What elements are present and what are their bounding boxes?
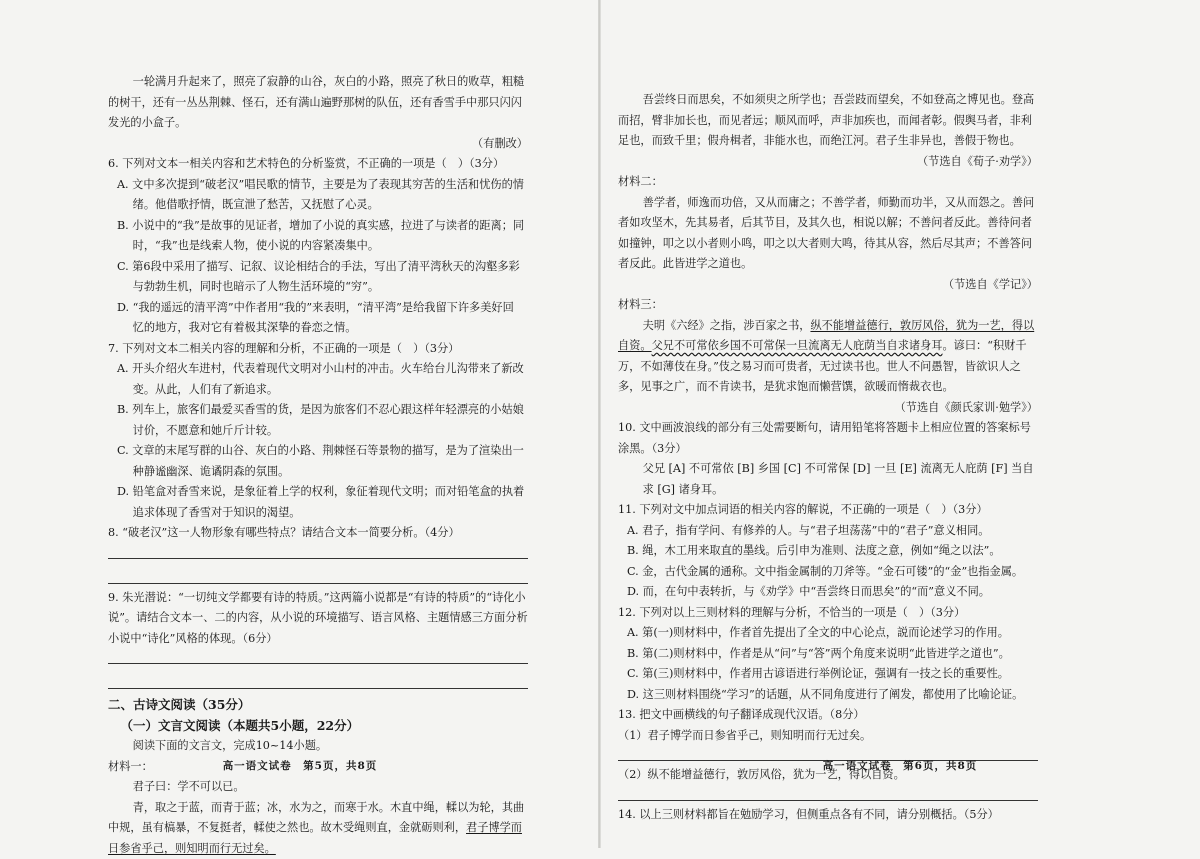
q7-option-c: C. 文章的末尾写群的山谷、灰白的小路、荆棘怪石等景物的描写，是为了渲染出一种静谧幽深、诡谲阴森的氛围。 bbox=[108, 441, 528, 482]
reading-instruction: 阅读下面的文言文，完成10~14小题。 bbox=[108, 736, 528, 757]
q11-option-d: D. 而，在句中表转折，与《劝学》中“吾尝终日而思矣”的“而”意义不同。 bbox=[618, 582, 1038, 603]
q13-part-1: （1）君子博学而日参省乎己，则知明而行无过矣。 bbox=[618, 726, 1038, 747]
q10-options: 父兄 [A] 不可常依 [B] 乡国 [C] 不可常保 [D] 一旦 [E] 流离无人庇荫 [F] 当自 bbox=[618, 459, 1038, 480]
q7-option-a: A. 开头介绍火车进村，代表着现代文明对小山村的冲击。火车给台儿沟带来了新改变。从此，人们有了新追求。 bbox=[108, 359, 528, 400]
material-2-paragraph: 善学者，师逸而功倍，又从而庸之；不善学者，师勤而功半，又从而怨之。善问者如攻坚木，先其易者，后其节目，及其久也，相说以解；不善问者反此。善待问者如撞钟，叩之以小者则小鸣，叩之以大者则大鸣，待其从容，然后尽其声；不善答问者反此。此皆进学之道也。 bbox=[618, 193, 1038, 275]
left-page bbox=[0, 0, 600, 848]
left-page-footer: 高一语文试卷 第5页，共8页 bbox=[0, 758, 600, 773]
q13-part-2: （2）纵不能增益德行，敦厉风俗，犹为一艺，得以自资。 bbox=[618, 765, 1038, 786]
left-page-content bbox=[108, 72, 528, 859]
material-2-source: （节选自《学记》） bbox=[618, 275, 1038, 296]
material-1-text: 青，取之于蓝，而青于蓝；冰，水为之，而寒于水。木直中绳，輮以为轮，其曲中规，虽有槁暴，不复挺者，輮使之然也。故木受绳则直，金就砺则利， bbox=[108, 801, 524, 835]
question-12: 12. 下列对以上三则材料的理解与分析，不恰当的一项是（ ）（3分） bbox=[618, 603, 1038, 624]
q11-option-c: C. 金，古代金属的通称。文中指金属制的刀斧等。“金石可镂”的“金”也指金属。 bbox=[618, 562, 1038, 583]
material-3-text-start: 夫明《六经》之指，涉百家之书， bbox=[643, 319, 811, 332]
q12-option-b: B. 第(二)则材料中，作者是从“问”与“答”两个角度来说明“此皆进学之道也”。 bbox=[618, 644, 1038, 665]
material-3-source: （节选自《颜氏家训·勉学》） bbox=[618, 398, 1038, 419]
material-3-text-end: 。谚曰：“积财千万，不如薄伎在身。”伎之易习而可贵者，无过读书也。世人不问愚智，皆欲识人之多，见事之广，而不肯读书，是犹求饱而懒营馔，欲暖而惰裁衣也。 bbox=[618, 339, 1027, 393]
right-page-content bbox=[618, 90, 1038, 825]
material-1-paragraph-3: 吾尝终日而思矣，不如须臾之所学也；吾尝跂而望矣，不如登高之博见也。登高而招，臂非加长也，而见者远；顺风而呼，声非加疾也，而闻者彰。假舆马者，非利足也，而致千里；假舟楫者，非能水也，而绝江河。君子生非异也，善假于物也。 bbox=[618, 90, 1038, 152]
answer-line bbox=[108, 569, 528, 584]
q7-option-b: B. 列车上，旅客们最爱买香雪的货，是因为旅客们不忍心跟这样年轻漂亮的小姑娘讨价，不愿意和她斤斤计较。 bbox=[108, 400, 528, 441]
answer-line bbox=[108, 674, 528, 689]
q11-option-a: A. 君子，指有学问、有修养的人。与“君子坦荡荡”中的“君子”意义相同。 bbox=[618, 521, 1038, 542]
question-6: 6. 下列对文本一相关内容和艺术特色的分析鉴赏，不正确的一项是（ ）（3分） bbox=[108, 154, 528, 175]
section-2-heading: 二、古诗文阅读（35分） bbox=[108, 695, 528, 716]
question-14: 14. 以上三则材料都旨在勉励学习，但侧重点各有不同，请分别概括。（5分） bbox=[618, 805, 1038, 826]
question-11: 11. 下列对文中加点词语的相关内容的解说，不正确的一项是（ ）（3分） bbox=[618, 500, 1038, 521]
material-1-line-1: 君子曰：学不可以已。 bbox=[108, 777, 528, 798]
q7-option-d: D. 铅笔盒对香雪来说，是象征着上学的权利，象征着现代文明；而对铅笔盒的执着追求体现了香雪对于知识的渴望。 bbox=[108, 482, 528, 523]
question-8: 8. “破老汉”这一人物形象有哪些特点？请结合文本一简要分析。（4分） bbox=[108, 523, 528, 544]
underlined-sentence-1: 君子博学而日参省乎己，则知明而行无过矣。 bbox=[108, 821, 522, 855]
material-3-label: 材料三： bbox=[618, 295, 1038, 316]
q12-option-d: D. 这三则材料围绕“学习”的话题，从不同角度进行了阐发，都使用了比喻论证。 bbox=[618, 685, 1038, 706]
q6-option-b: B. 小说中的“我”是故事的见证者，增加了小说的真实感，拉进了与读者的距离；同时，“我”也是线索人物，使小说的内容紧凑集中。 bbox=[108, 216, 528, 257]
answer-line bbox=[618, 786, 1038, 801]
material-3-paragraph bbox=[618, 316, 1038, 398]
intro-source: （有删改） bbox=[108, 134, 528, 155]
q10-options-cont: 求 [G] 诸身耳。 bbox=[618, 480, 1038, 501]
q6-option-d: D. “我的遥远的清平湾”中作者用“我的”来表明，“清平湾”是给我留下许多美好回 忆的地方，我对它有着极其深挚的眷恋之情。 bbox=[108, 298, 528, 339]
question-10: 10. 文中画波浪线的部分有三处需要断句，请用铅笔将答题卡上相应位置的答案标号涂黑。（3分） bbox=[618, 418, 1038, 459]
material-2-label: 材料二： bbox=[618, 172, 1038, 193]
question-7: 7. 下列对文本二相关内容的理解和分析，不正确的一项是（ ）（3分） bbox=[108, 339, 528, 360]
right-page bbox=[600, 0, 1200, 848]
section-2-1-heading: （一）文言文阅读（本题共5小题，22分） bbox=[108, 716, 528, 737]
answer-line bbox=[108, 649, 528, 664]
q12-option-a: A. 第(一)则材料中，作者首先提出了全文的中心论点，説而论述学习的作用。 bbox=[618, 623, 1038, 644]
right-page-footer: 高一语文试卷 第6页，共8页 bbox=[600, 758, 1200, 773]
question-13: 13. 把文中画横线的句子翻译成现代汉语。（8分） bbox=[618, 705, 1038, 726]
q12-option-c: C. 第(三)则材料中，作者用古谚语进行举例论证，强调有一技之长的重要性。 bbox=[618, 664, 1038, 685]
question-9: 9. 朱光潜说：“一切纯文学都要有诗的特质。”这两篇小说都是“有诗的特质”的“诗化小说”。请结合文本一、二的内容，从小说的环境描写、语言风格、主题情感三方面分析小说中“诗化”风格的体现。（6分） bbox=[108, 588, 528, 650]
material-1-label: 材料一： bbox=[108, 757, 528, 778]
q6-option-c: C. 第6段中采用了描写、记叙、议论相结合的手法，写出了清平湾秋天的沟壑多彩与勃勃生机，同时也暗示了人物生活环境的“穷”。 bbox=[108, 257, 528, 298]
intro-paragraph: 一轮满月升起来了，照亮了寂静的山谷，灰白的小路，照亮了秋日的败草，粗糙的树干，还有一丛丛荆棘、怪石，还有满山遍野那树的队伍，还有香雪手中那只闪闪发光的小盒子。 bbox=[108, 72, 528, 134]
material-1-paragraph-2 bbox=[108, 798, 528, 859]
material-1-source: （节选自《荀子·劝学》） bbox=[618, 152, 1038, 173]
answer-line bbox=[108, 544, 528, 559]
underlined-sentence-2: 纵不能增益德行，敦厉风俗，犹为一艺，得以自资。 bbox=[618, 319, 1034, 353]
q6-option-a: A. 文中多次提到“破老汉”唱民歌的情节，主要是为了表现其穷苦的生活和忧伤的情绪。他借歌抒情，既宣泄了愁苦，又抚慰了心灵。 bbox=[108, 175, 528, 216]
wavy-line-text: 父兄不可常依乡国不可常保一旦流离无人庇荫当自求诸身耳 bbox=[652, 339, 943, 352]
q11-option-b: B. 绳，木工用来取直的墨线。后引申为准则、法度之意，例如“绳之以法”。 bbox=[618, 541, 1038, 562]
